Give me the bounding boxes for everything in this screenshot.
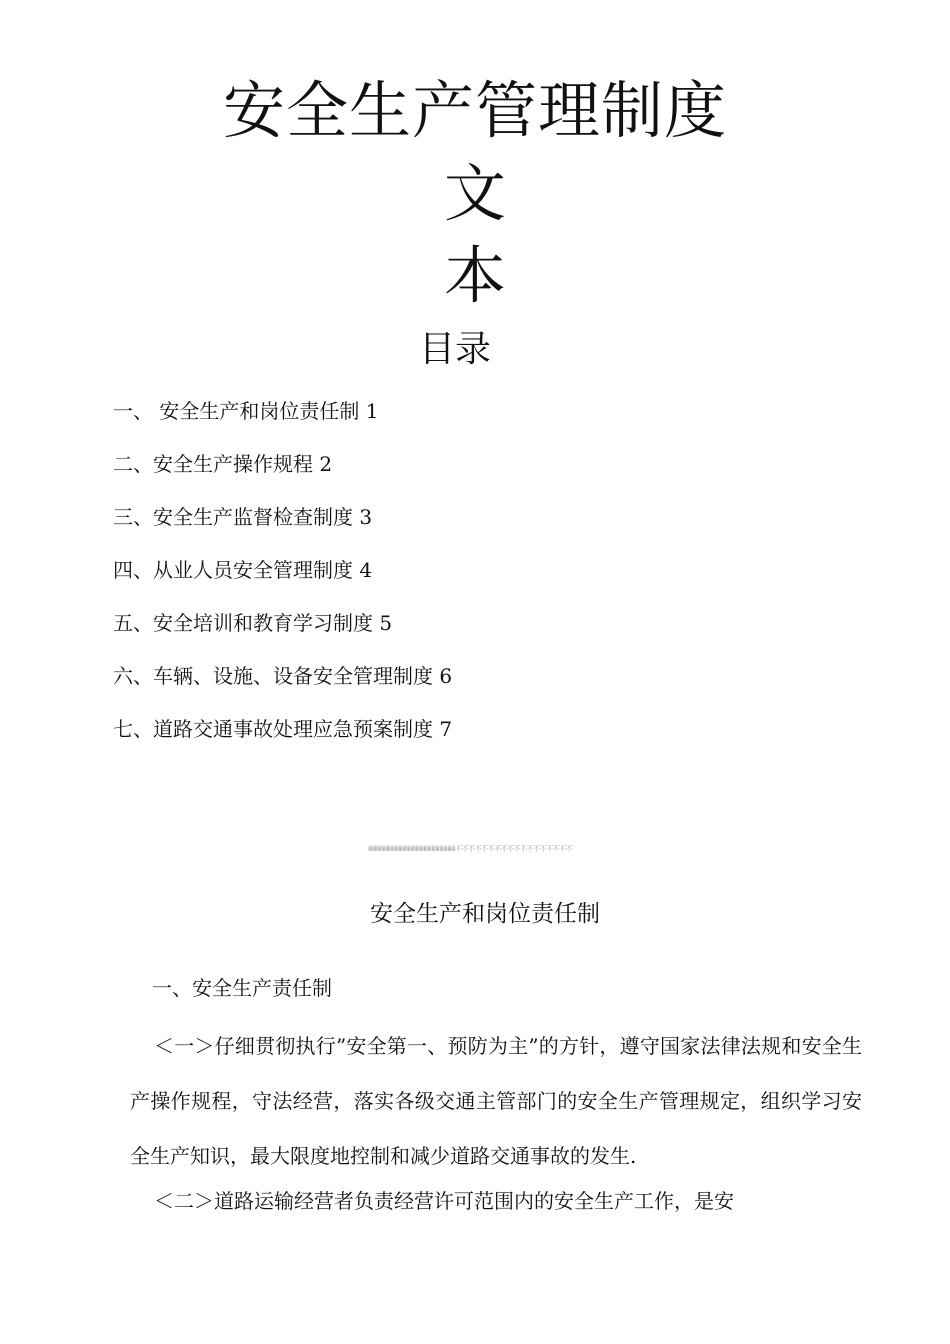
toc-item-2: 二、安全生产操作规程 2 <box>113 452 333 476</box>
body-paragraph-1: ＜一＞仔细贯彻执行”安全第一、预防为主”的方针，遵守国家法律法规和安全生产操作规程，守法经营，落实各级交通主管部门的安全生产管理规定，组织学习安全生产知识，最大限度地控制和减少道路交通事故的发生. <box>130 1034 862 1168</box>
document-title-line-1: 安全生产管理制度 <box>222 74 727 147</box>
page-divider: ⅲⅲⅲⅲⅲⅲⅲⅲⅲⅲⅲⅲⅲⅲⅲⅲⅲⅲⅲⅲⅲⅲ不不不不不不不不不不不不不不不不不不 <box>368 845 573 853</box>
toc-heading: 目录 <box>418 329 491 370</box>
toc-item-5: 五、安全培训和教育学习制度 5 <box>113 611 393 635</box>
section-title: 安全生产和岗位责任制 <box>370 901 600 927</box>
body-paragraph-2: ＜二＞道路运输经营者负责经营许可范围内的安全生产工作，是安 <box>154 1189 734 1213</box>
document-title-line-2: 文 <box>443 157 506 230</box>
toc-item-6: 六、车辆、设施、设备安全管理制度 6 <box>113 664 453 688</box>
sub-heading: 一、安全生产责任制 <box>152 976 332 1000</box>
toc-item-7: 七、道路交通事故处理应急预案制度 7 <box>113 717 453 741</box>
toc-item-4: 四、从业人员安全管理制度 4 <box>113 558 373 582</box>
toc-item-1: 一、 安全生产和岗位责任制 1 <box>113 399 379 423</box>
table-of-contents <box>113 396 452 767</box>
document-title-line-3: 本 <box>443 239 506 312</box>
toc-item-3: 三、安全生产监督检查制度 3 <box>113 505 373 529</box>
